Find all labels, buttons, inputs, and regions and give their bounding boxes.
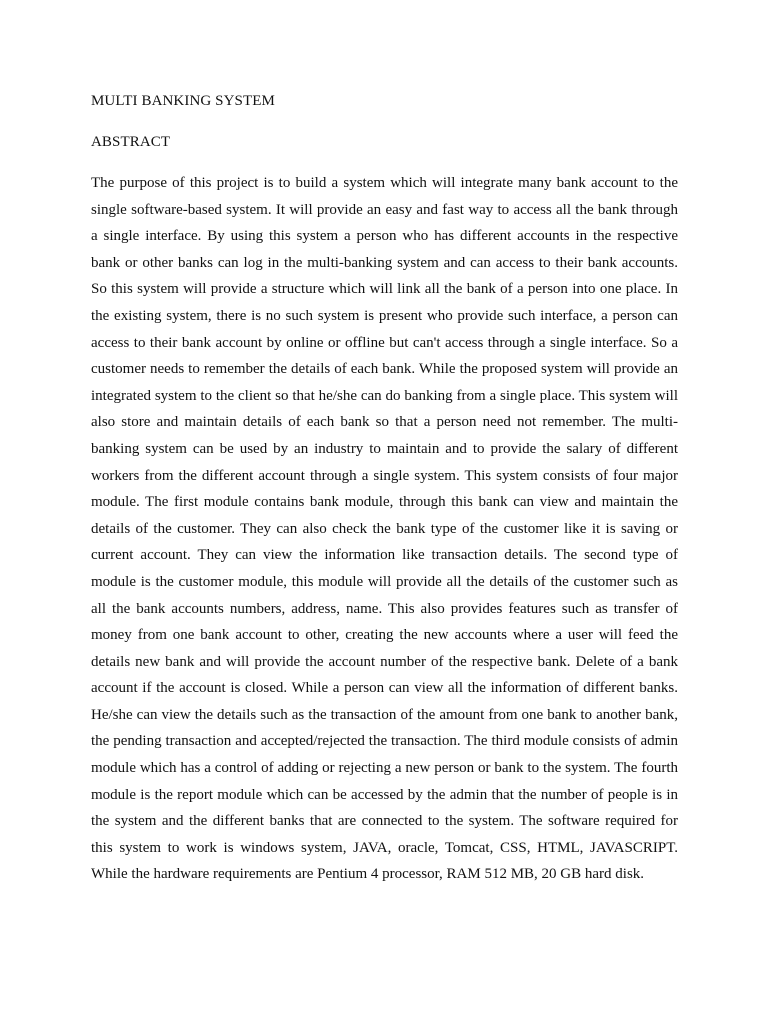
abstract-paragraph: The purpose of this project is to build a system which will integrate many bank account to the single software-based system. It will provide an easy and fast way to access all the bank through a single interface. By using this system a person who has different accounts in the respective bank or other banks can log in the multi-banking system and can access to their bank accounts. So this system will provide a structure which will link all the bank of a person into one place. In the existing system, there is no such system is present who provide such interface, a person can access to their bank account by online or offline but can't access through a single interface. So a customer needs to remember the details of each bank. While the proposed system will provide an integrated system to the client so that he/she can do banking from a single place. This system will also store and maintain details of each bank so that a person need not remember. The multi-banking system can be used by an industry to maintain and to provide the salary of different workers from the different account through a single system. This system consists of four major module. The first module contains bank module, through this bank can view and maintain the details of the customer. They can also check the bank type of the customer like it is saving or current account. They can view the information like transaction details. The second type of module is the customer module, this module will provide all the details of the customer such as all the bank accounts numbers, address, name. This also provides features such as transfer of money from one bank account to other, creating the new accounts where a user will feed the details new bank and will provide the account number of the respective bank. Delete of a bank account if the account is closed. While a person can view all the information of different banks. He/she can view the details such as the transaction of the amount from one bank to another bank, the pending transaction and accepted/rejected the transaction. The third module consists of admin module which has a control of adding or rejecting a new person or bank to the system. The fourth module is the report module which can be accessed by the admin that the number of people is in the system and the different banks that are connected to the system. The software required for this system to work is windows system, JAVA, oracle, Tomcat, CSS, HTML, JAVASCRIPT. While the hardware requirements are Pentium 4 processor, RAM 512 MB, 20 GB hard disk. bbox=[91, 175, 678, 883]
document-title: MULTI BANKING SYSTEM bbox=[91, 93, 275, 109]
document-content bbox=[91, 88, 678, 888]
abstract-heading: ABSTRACT bbox=[91, 134, 171, 150]
